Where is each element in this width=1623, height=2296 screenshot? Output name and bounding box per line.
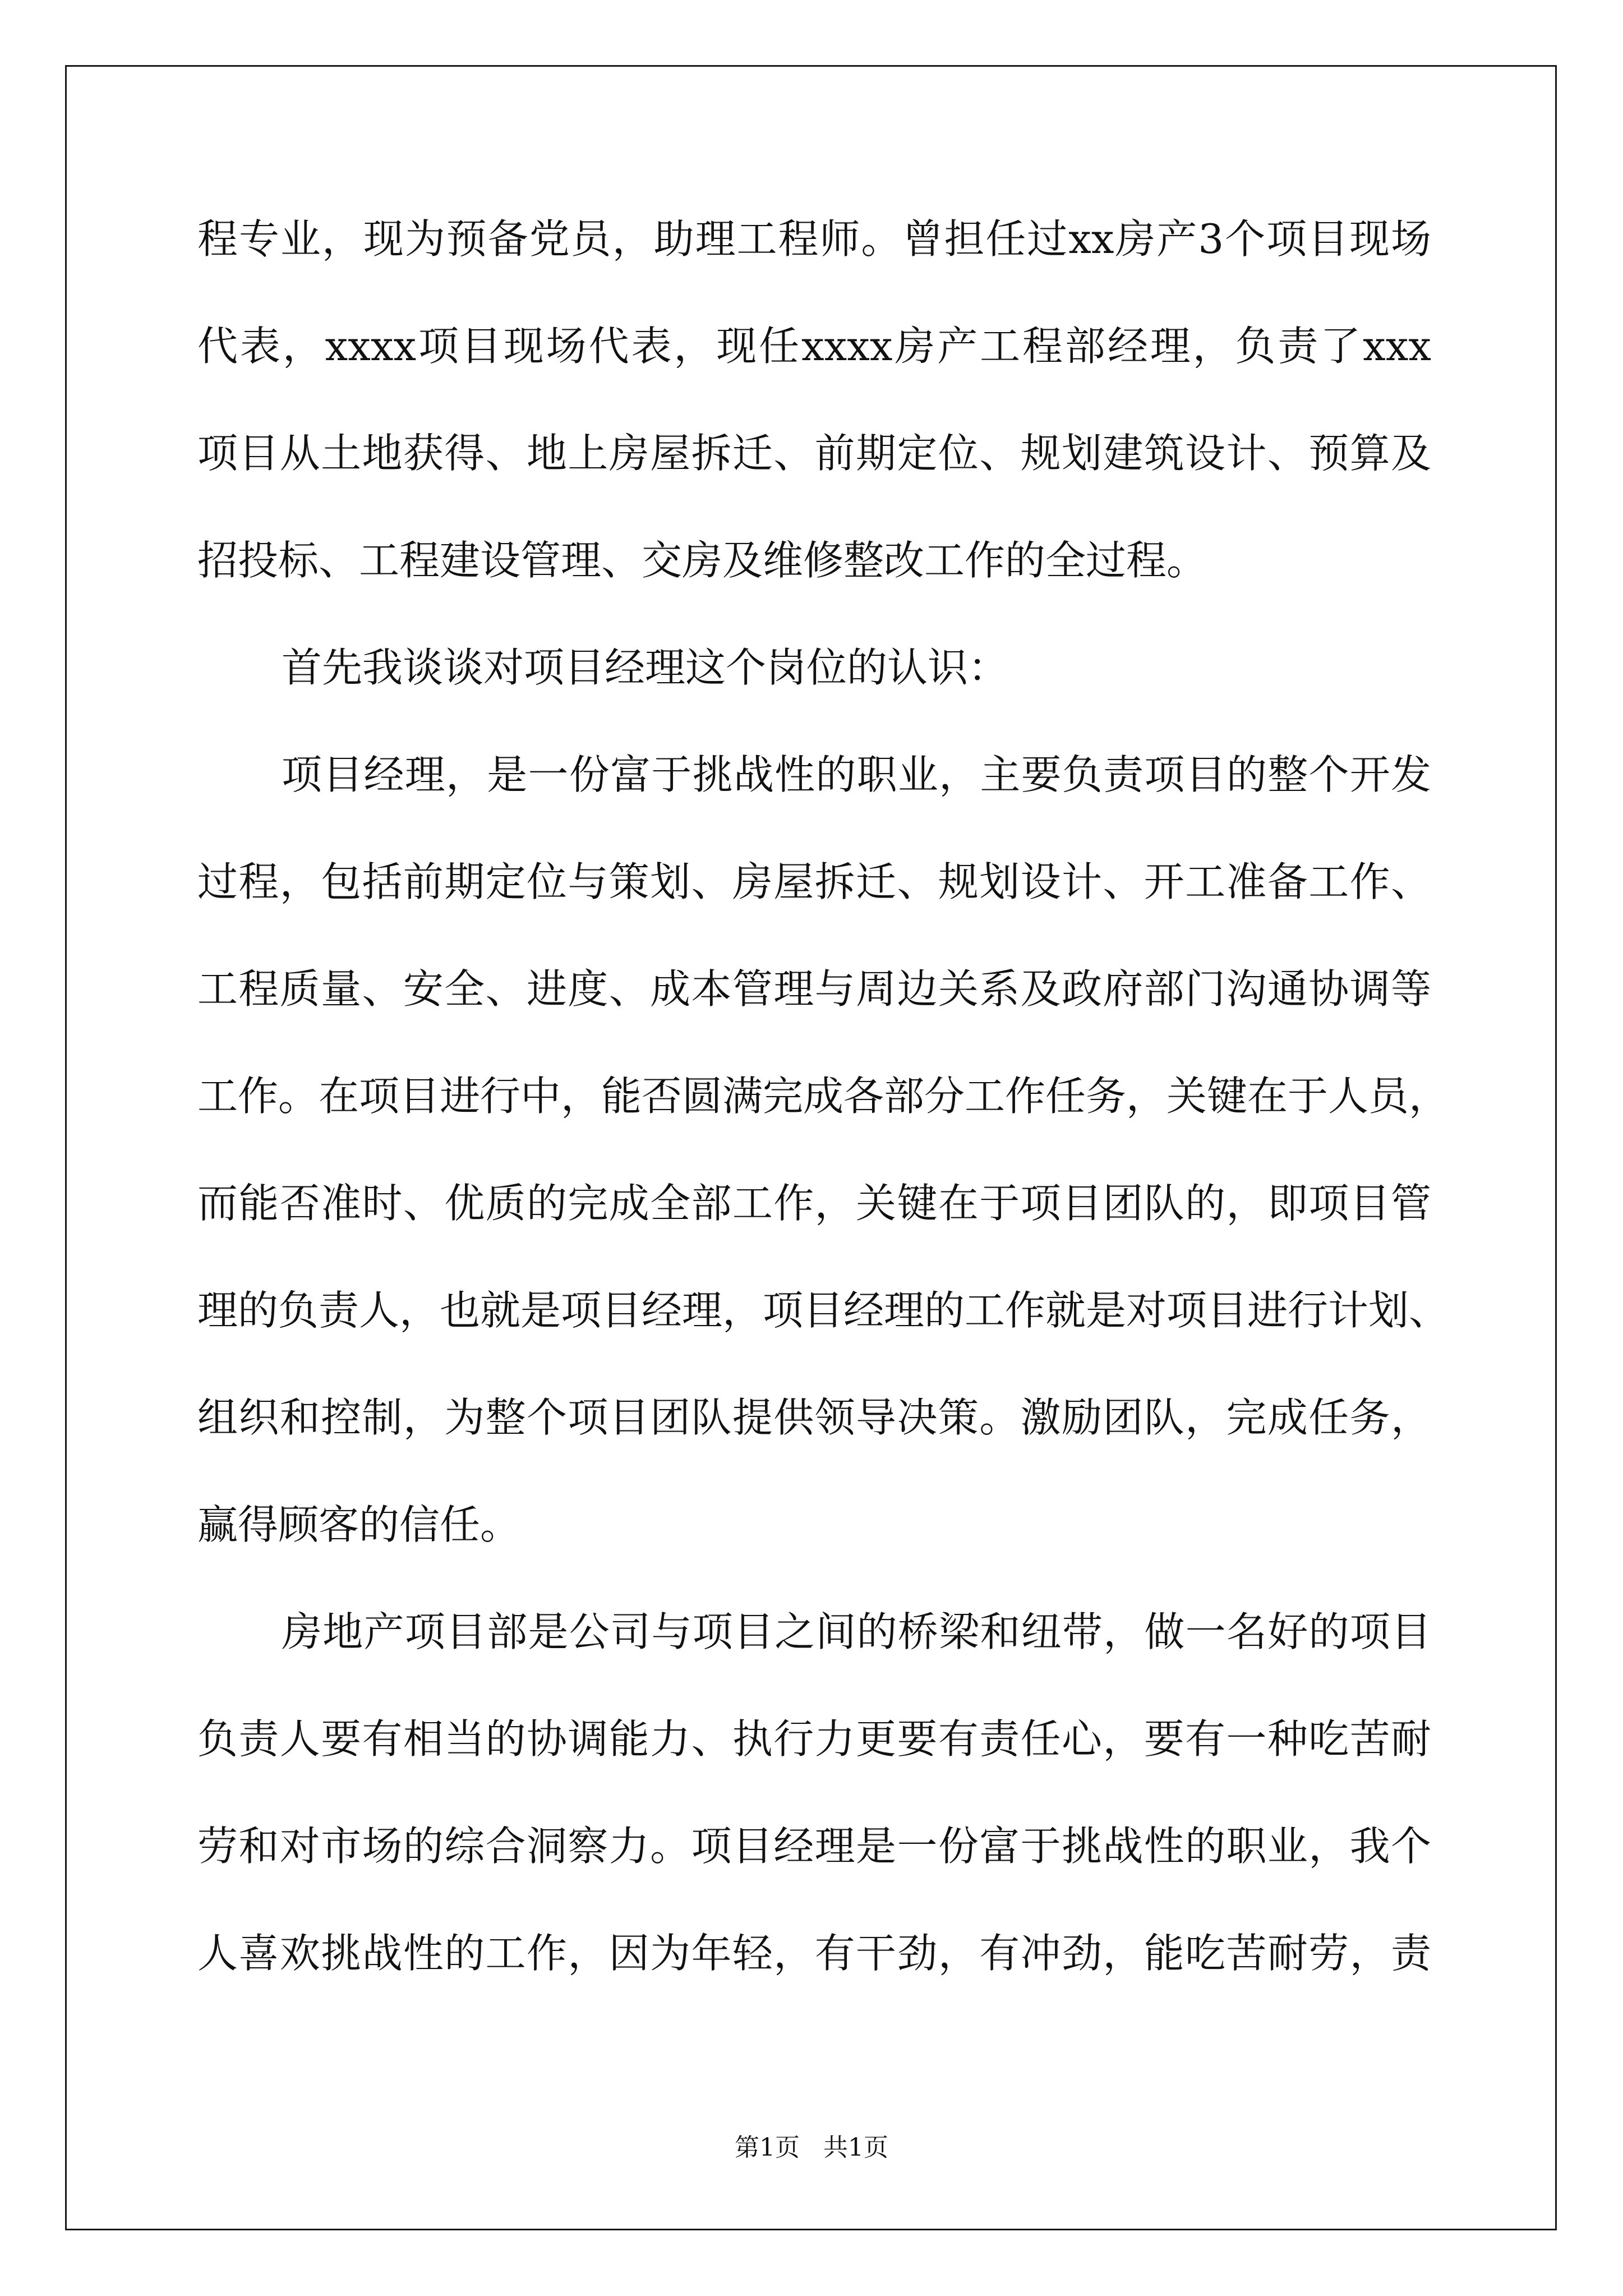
text-line: 人喜欢挑战性的工作，因为年轻，有干劲，有冲劲，能吃苦耐劳，责	[197, 1930, 1431, 1977]
text-line: 赢得顾客的信任。	[197, 1501, 521, 1548]
text-line: 代表，xxxx项目现场代表，现任xxxx房产工程部经理，负责了xxx	[197, 323, 1431, 370]
text-line: 工程质量、安全、进度、成本管理与周边关系及政府部门沟通协调等	[197, 965, 1431, 1013]
text-line: 程专业，现为预备党员，助理工程师。曾担任过xx房产3个项目现场	[197, 215, 1431, 263]
page-footer: 第1页 共1页	[735, 2133, 888, 2162]
text-line: 组织和控制，为整个项目团队提供领导决策。激励团队，完成任务，	[197, 1394, 1431, 1441]
text-line: 房地产项目部是公司与项目之间的桥梁和纽带，做一名好的项目	[282, 1608, 1431, 1655]
text-line: 劳和对市场的综合洞察力。项目经理是一份富于挑战性的职业，我个	[197, 1823, 1431, 1870]
text-line: 招投标、工程建设管理、交房及维修整改工作的全过程。	[197, 537, 1207, 584]
text-line: 项目经理，是一份富于挑战性的职业，主要负责项目的整个开发	[282, 751, 1431, 798]
text-line: 首先我谈谈对项目经理这个岗位的认识：	[282, 644, 1009, 691]
text-line: 项目从土地获得、地上房屋拆迁、前期定位、规划建筑设计、预算及	[197, 430, 1431, 477]
text-line: 理的负责人，也就是项目经理，项目经理的工作就是对项目进行计划、	[197, 1287, 1450, 1334]
text-line: 而能否准时、优质的完成全部工作，关键在于项目团队的，即项目管	[197, 1180, 1431, 1227]
document-body	[197, 215, 1450, 2040]
text-line: 过程，包括前期定位与策划、房屋拆迁、规划设计、开工准备工作、	[197, 858, 1431, 905]
text-line: 负责人要有相当的协调能力、执行力更要有责任心，要有一种吃苦耐	[197, 1715, 1431, 1763]
text-line: 工作。在项目进行中，能否圆满完成各部分工作任务，关键在于人员，	[197, 1073, 1450, 1120]
